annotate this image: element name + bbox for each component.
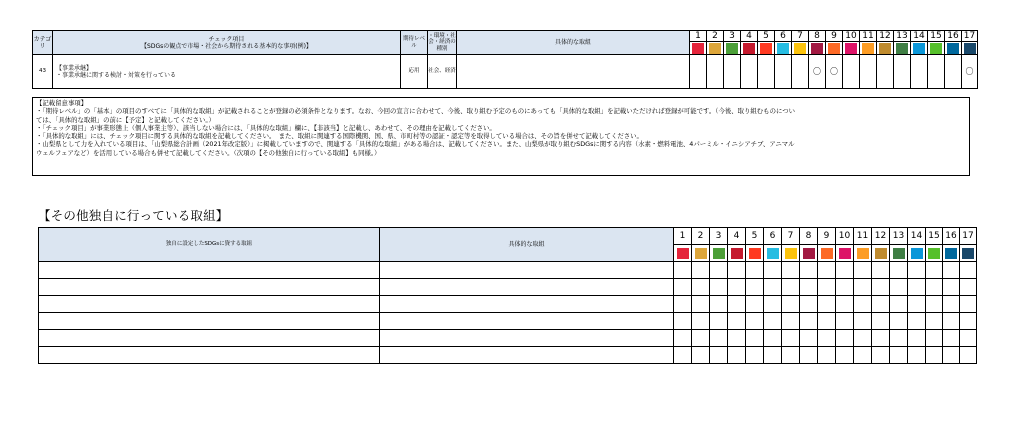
sdg-mark-cell[interactable] [800, 262, 818, 279]
other-efforts-table [38, 227, 977, 364]
sdg-number: 5 [746, 228, 764, 245]
sdg-number: 17 [962, 31, 978, 42]
sdg-number: 15 [926, 228, 943, 245]
sdg-mark-cell[interactable] [728, 347, 746, 364]
sdg-mark-cell[interactable] [926, 347, 943, 364]
sdg-mark-cell[interactable] [710, 296, 728, 313]
sdg-number: 16 [943, 228, 960, 245]
sdg-mark-cell[interactable] [782, 313, 800, 330]
sdg-goal-icon [945, 248, 957, 259]
sdg-mark-cell[interactable] [674, 330, 692, 347]
row-type: 社会、経済 [428, 55, 457, 89]
sdg-mark-cell[interactable] [926, 262, 943, 279]
sdg-mark-cell[interactable] [692, 347, 710, 364]
sdg-goal-icon [896, 43, 908, 54]
sdg-goal-icon [709, 43, 721, 54]
sdg-mark-cell[interactable] [782, 347, 800, 364]
sdg-mark-cell[interactable] [674, 347, 692, 364]
sdg-number: 17 [960, 228, 977, 245]
sdg-mark-cell[interactable] [872, 313, 890, 330]
sdg-mark-cell[interactable] [782, 330, 800, 347]
sdg-goal-icon [803, 248, 815, 259]
sdg-mark-cell[interactable] [818, 279, 836, 296]
row-check-item [53, 55, 401, 89]
sdg-number: 8 [809, 31, 826, 42]
own-effort-cell[interactable] [39, 313, 380, 330]
section-title: 【その他独自に行っている取組】 [38, 208, 229, 223]
row-item-title: 【事業承継】 [56, 64, 93, 72]
own-effort-cell[interactable] [39, 330, 380, 347]
sdg-number: 4 [728, 228, 746, 245]
sdg-goal-icon [731, 248, 743, 259]
sdg-mark-cell[interactable] [960, 313, 977, 330]
sdg-mark-cell[interactable] [836, 313, 854, 330]
sdg-mark-cell[interactable] [710, 279, 728, 296]
sdg-number: 2 [692, 228, 710, 245]
sdg-mark-cell[interactable] [854, 330, 872, 347]
sdg-number: 5 [758, 31, 775, 42]
sdg-goal-icon [785, 248, 797, 259]
other-efforts-body [39, 262, 977, 364]
own-effort-cell[interactable] [39, 279, 380, 296]
sdg-goal-icon [913, 43, 925, 54]
header-type: ・環境・社会・経済の種別 [428, 31, 457, 55]
sdg-mark-cell[interactable] [960, 296, 977, 313]
sdg-mark-cell[interactable] [800, 279, 818, 296]
sdg-mark-cell[interactable] [728, 296, 746, 313]
sdg-number: 7 [782, 228, 800, 245]
sdg-mark-cell[interactable] [818, 330, 836, 347]
row-number: 43 [33, 55, 53, 89]
sdg-goal-icon [930, 43, 942, 54]
sdg-mark-cell[interactable] [890, 296, 908, 313]
table-row [39, 262, 977, 279]
sdg-mark-cell[interactable] [890, 347, 908, 364]
table-row [33, 55, 978, 89]
sdg-number: 8 [800, 228, 818, 245]
sdg-mark-cell[interactable] [741, 55, 758, 89]
sdg-mark-cell[interactable] [960, 347, 977, 364]
sdg-mark-cell[interactable] [775, 55, 792, 89]
sdg-mark-cell[interactable] [908, 347, 926, 364]
sdg-mark-cell[interactable] [710, 262, 728, 279]
specific-effort-cell[interactable] [380, 262, 674, 279]
table-row [39, 313, 977, 330]
sdg-goal-icon [947, 43, 959, 54]
sdg-mark-cell[interactable] [758, 55, 775, 89]
sdg-mark-cell[interactable] [692, 296, 710, 313]
row-item-desc: ・事業承継に関する検討・対策を行っている [56, 71, 177, 79]
sdg-goal-icon [828, 43, 840, 54]
sdg-mark-cell[interactable] [764, 313, 782, 330]
sdg-mark-cell[interactable] [890, 279, 908, 296]
sdg-mark-cell[interactable] [943, 279, 960, 296]
sdg-mark-cell[interactable] [800, 313, 818, 330]
notes-line: ウェルフェアなど）を活用している場合も併せて記載してください。（次項の【その他独自に行っている取組】も同様。） [36, 148, 381, 157]
sdg-mark-cell[interactable] [836, 279, 854, 296]
sdg-mark-cell[interactable] [943, 296, 960, 313]
sdg-mark-cell[interactable] [926, 330, 943, 347]
sdg-mark-cell[interactable] [692, 313, 710, 330]
sdg-goal-icon [726, 43, 738, 54]
sdg-mark-cell[interactable] [746, 330, 764, 347]
sdg-mark-cell[interactable] [894, 55, 911, 89]
sdg-mark-cell[interactable] [945, 55, 962, 89]
sdg-mark-cell[interactable] [800, 330, 818, 347]
specific-effort-cell[interactable] [380, 296, 674, 313]
sdg-mark-cell[interactable] [710, 330, 728, 347]
sdg-mark-cell[interactable] [800, 347, 818, 364]
sdg-goal-icon [875, 248, 887, 259]
sdg-mark-cell[interactable] [911, 55, 928, 89]
notes-line: ・山梨県として力を入れている項目は、「山梨県総合計画（2021年改定版）」に掲載していますので、関連する「具体的な取組」がある場合は、記載してください。また、山梨県が取り組むSDGsに関する内容（水素・燃料電池、4パーミル・イニシアチブ、アニマル [36, 140, 795, 149]
sdg-mark-cell[interactable] [782, 279, 800, 296]
sdg-goal-icon [893, 248, 905, 259]
sdg-goal-icon [928, 248, 940, 259]
sdg-mark-cell[interactable] [692, 279, 710, 296]
sdg-mark-cell[interactable] [926, 279, 943, 296]
sdg-mark-cell[interactable] [943, 262, 960, 279]
row-level: 応用 [401, 55, 428, 89]
sdg-goal-icon [794, 43, 806, 54]
sdg-number: 1 [674, 228, 692, 245]
sdg-number: 16 [945, 31, 962, 42]
specific-effort-cell[interactable] [380, 330, 674, 347]
sdg-mark-cell[interactable] [926, 313, 943, 330]
sdg-number: 13 [894, 31, 911, 42]
sdg-mark-cell[interactable] [836, 347, 854, 364]
sdg-mark-cell[interactable] [746, 313, 764, 330]
table-row [39, 279, 977, 296]
sdg-mark-cell[interactable] [890, 330, 908, 347]
sdg-mark-cell[interactable] [877, 55, 894, 89]
sdg-goal-icon [713, 248, 725, 259]
sdg-mark-cell[interactable] [764, 279, 782, 296]
sdg-mark-cell[interactable] [764, 262, 782, 279]
notes-line: ては、「具体的な取組」の前に【予定】と記載してください。） [36, 115, 215, 124]
header-check-item-line1: チェック項目 [208, 35, 245, 43]
sdg-number: 12 [872, 228, 890, 245]
header-category: カテゴリ [33, 31, 53, 55]
sdg-mark-cell[interactable] [872, 279, 890, 296]
sdg-mark-cell[interactable] [854, 347, 872, 364]
sdg-goal-icon [964, 43, 976, 54]
sdg-mark-cell[interactable] [890, 262, 908, 279]
sdg-mark-cell[interactable] [674, 313, 692, 330]
sdg-goal-icon [743, 43, 755, 54]
sdg-mark-cell[interactable] [854, 279, 872, 296]
sdg-goal-icon [879, 43, 891, 54]
sdg-mark-cell[interactable] [836, 262, 854, 279]
sdg-number: 6 [775, 31, 792, 42]
sdg-mark-cell[interactable] [674, 296, 692, 313]
sdg-goal-icon [749, 248, 761, 259]
sdg-mark-cell[interactable] [728, 330, 746, 347]
sdg-number: 11 [860, 31, 877, 42]
header-specific-effort: 具体的な取組 [380, 228, 674, 262]
sdg-goal-icon [845, 43, 857, 54]
sdg-mark-cell[interactable]: 〇 [826, 55, 843, 89]
sdg-mark-cell[interactable] [943, 330, 960, 347]
sdg-mark-cell[interactable] [724, 55, 741, 89]
sdg-mark-cell[interactable]: 〇 [809, 55, 826, 89]
sdg-mark-cell[interactable] [782, 296, 800, 313]
sdg-mark-cell[interactable] [710, 313, 728, 330]
sdg-mark-cell[interactable] [764, 296, 782, 313]
sdg-mark-cell[interactable] [800, 296, 818, 313]
sdg-mark-cell[interactable] [674, 262, 692, 279]
sdg-number: 3 [724, 31, 741, 42]
sdg-goal-icon [839, 248, 851, 259]
sdg-mark-cell[interactable] [818, 262, 836, 279]
sdg-goal-icon [677, 248, 689, 259]
sdg-number: 13 [890, 228, 908, 245]
sdg-mark-cell[interactable] [792, 55, 809, 89]
sdg-goal-icon [821, 248, 833, 259]
sdg-goal-icon [862, 43, 874, 54]
sdg-mark-cell[interactable] [843, 55, 860, 89]
sdg-number: 12 [877, 31, 894, 42]
sdg-goal-icon [692, 43, 704, 54]
sdg-mark-cell[interactable] [836, 296, 854, 313]
specific-effort-cell[interactable] [380, 347, 674, 364]
table-row [39, 347, 977, 364]
sdg-number: 14 [911, 31, 928, 42]
sdg-mark-cell[interactable] [690, 55, 707, 89]
sdg-number: 11 [854, 228, 872, 245]
sdg-mark-cell[interactable] [854, 296, 872, 313]
sdg-number: 7 [792, 31, 809, 42]
sdg-goal-icon [911, 248, 923, 259]
sdg-mark-cell[interactable] [818, 313, 836, 330]
sdg-mark-cell[interactable] [872, 262, 890, 279]
sdg-mark-cell[interactable] [764, 347, 782, 364]
sdg-mark-cell[interactable] [818, 347, 836, 364]
sdg-goal-icon [811, 43, 823, 54]
sdg-mark-cell[interactable]: 〇 [962, 55, 978, 89]
sdg-mark-cell[interactable] [728, 313, 746, 330]
sdg-mark-cell[interactable] [908, 279, 926, 296]
sdg-mark-cell[interactable] [674, 279, 692, 296]
specific-effort-cell[interactable] [380, 313, 674, 330]
specific-effort-cell[interactable] [380, 279, 674, 296]
sdg-mark-cell[interactable] [890, 313, 908, 330]
sdg-goal-icon [695, 248, 707, 259]
sdg-mark-cell[interactable] [746, 262, 764, 279]
sdg-mark-cell[interactable] [943, 347, 960, 364]
own-effort-cell[interactable] [39, 296, 380, 313]
sdg-mark-cell[interactable] [692, 330, 710, 347]
sdg-mark-cell[interactable] [707, 55, 724, 89]
header-specific-effort: 具体的な取組 [457, 31, 690, 55]
header-check-item [53, 31, 401, 55]
sdg-mark-cell[interactable] [854, 262, 872, 279]
sdg-mark-cell[interactable] [943, 313, 960, 330]
own-effort-cell[interactable] [39, 262, 380, 279]
sdg-goal-icon [760, 43, 772, 54]
sdg-number: 15 [928, 31, 945, 42]
sdg-mark-cell[interactable] [854, 313, 872, 330]
sdg-mark-cell[interactable] [872, 347, 890, 364]
sdg-mark-cell[interactable] [928, 55, 945, 89]
sdg-mark-cell[interactable] [836, 330, 854, 347]
sdg-number: 10 [836, 228, 854, 245]
sdg-mark-cell[interactable] [960, 262, 977, 279]
sdg-mark-cell[interactable] [908, 330, 926, 347]
sdg-mark-cell[interactable] [728, 279, 746, 296]
notes-line: ・「期待レベル」の「基本」の項目のすべてに「具体的な取組」が記載されることが登録の必須条件となります。なお、今回の宣言に合わせて、今後、取り組む予定のものにあっても「具体的な取組」を記載いただければ登録が可能です。（今後、取り組むものについ [36, 107, 795, 116]
sdg-mark-cell[interactable] [960, 330, 977, 347]
sdg-number: 3 [710, 228, 728, 245]
sdg-mark-cell[interactable] [746, 296, 764, 313]
sdg-mark-cell[interactable] [872, 330, 890, 347]
sdg-number: 6 [764, 228, 782, 245]
sdg-mark-cell[interactable] [860, 55, 877, 89]
sdg-number: 9 [818, 228, 836, 245]
sdg-mark-cell[interactable] [782, 262, 800, 279]
notes-line: 【記載留意事項】 [36, 99, 88, 107]
sdg-mark-cell[interactable] [908, 313, 926, 330]
sdg-mark-cell[interactable] [908, 262, 926, 279]
sdg-mark-cell[interactable] [692, 262, 710, 279]
sdg-goal-icon [777, 43, 789, 54]
checklist-table [32, 30, 978, 89]
sdg-mark-cell[interactable] [746, 279, 764, 296]
notes-line: ・「チェック項目」が事業形態上（個人事業主等）、該当しない場合には、「具体的な取組」欄に、【非該当】と記載し、あわせて、その理由を記載してください。 [36, 123, 496, 132]
sdg-mark-cell[interactable] [764, 330, 782, 347]
own-effort-cell[interactable] [39, 347, 380, 364]
sdg-mark-cell[interactable] [926, 296, 943, 313]
sdg-number: 4 [741, 31, 758, 42]
sdg-mark-cell[interactable] [960, 279, 977, 296]
row-effort-input[interactable] [457, 55, 690, 89]
sdg-mark-cell[interactable] [872, 296, 890, 313]
sdg-goal-icon [857, 248, 869, 259]
sdg-mark-cell[interactable] [818, 296, 836, 313]
sdg-number: 9 [826, 31, 843, 42]
header-check-item-line2: 【SDGsの観点で市場・社会から期待される基本的な事項(例)】 [141, 42, 312, 50]
sdg-number: 2 [707, 31, 724, 42]
notes-box [32, 97, 970, 176]
sdg-mark-cell[interactable] [728, 262, 746, 279]
header-expected-level: 期待レベル [401, 31, 428, 55]
notes-line: ・「具体的な取組」には、チェック項目に関する具体的な取組を記載してください。 また、取組に関連する国際機関、国、県、市町村等の認証・認定等を取得している場合は、その旨を併せて記載してください。 [36, 132, 643, 141]
sdg-number: 10 [843, 31, 860, 42]
table-row [39, 296, 977, 313]
sdg-mark-cell[interactable] [908, 296, 926, 313]
sdg-goal-icon [767, 248, 779, 259]
sdg-goal-icon [962, 248, 974, 259]
sdg-mark-cell[interactable] [710, 347, 728, 364]
table-row [39, 330, 977, 347]
header-own-effort: 独自に設定したSDGsに資する取組 [39, 228, 380, 262]
sdg-number: 14 [908, 228, 926, 245]
sdg-number: 1 [690, 31, 707, 42]
sdg-mark-cell[interactable] [746, 347, 764, 364]
